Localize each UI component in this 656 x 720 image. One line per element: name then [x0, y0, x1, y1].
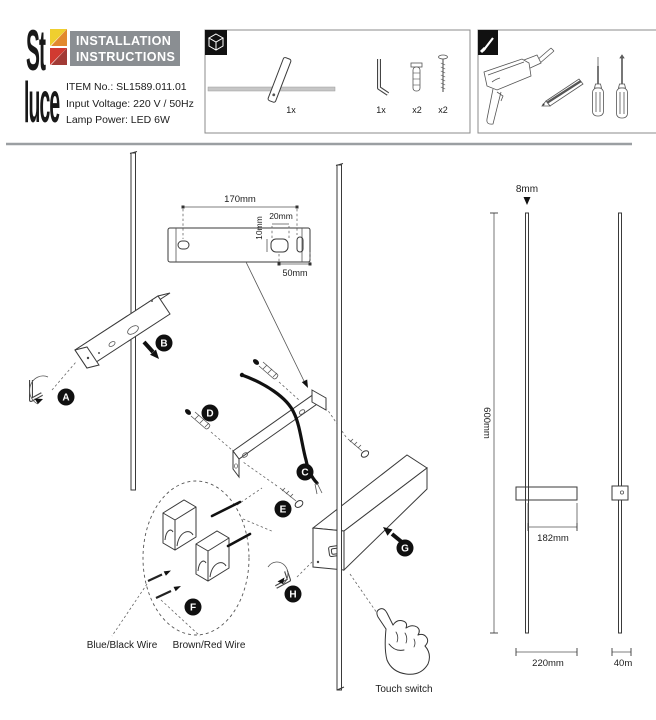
wall-plug-qty-label: x2 [412, 105, 422, 115]
mount-screw-left [243, 462, 304, 509]
wire-clamp-2 [196, 531, 229, 581]
package-contents-box [205, 30, 470, 133]
hex-key-qty-label: 1x [376, 105, 386, 115]
hex-key-step-h [268, 562, 312, 587]
svg-text:G: G [401, 543, 409, 555]
svg-text:D: D [206, 408, 214, 420]
svg-text:B: B [160, 338, 168, 350]
phillips-screwdriver-drawing [617, 55, 628, 118]
side-view-housing [612, 486, 628, 500]
step-f-badge [185, 599, 202, 616]
wall-bracket-3d [233, 390, 326, 477]
svg-text:C: C [301, 467, 309, 479]
dim-50mm: 50mm [282, 268, 308, 278]
svg-text:H: H [289, 589, 297, 601]
brand-logo-top: St [26, 19, 45, 84]
pencil-drawing [542, 79, 583, 106]
wire-pin-1 [148, 571, 171, 582]
side-view-rod [619, 213, 622, 633]
dim-182mm: 182mm [537, 533, 569, 544]
input-voltage: Input Voltage: 220 V / 50Hz [66, 98, 194, 110]
header-title-line2: INSTRUCTIONS [76, 50, 176, 64]
header-title-line1: INSTALLATION [76, 34, 172, 48]
screw-qty-label: x2 [438, 105, 448, 115]
wire-clamp-1 [163, 500, 196, 550]
bracket-dimension-drawing [168, 194, 312, 388]
dim-40mm: 40m [613, 658, 633, 669]
dim-220mm: 220mm [532, 658, 564, 669]
brand-logo [24, 20, 67, 136]
drill-drawing [484, 48, 554, 124]
touch-hand-drawing [350, 574, 429, 674]
step-h-badge [285, 586, 302, 603]
wire-pin-2 [156, 586, 181, 598]
hex-key-drawing [379, 59, 388, 94]
step-e-badge [275, 501, 292, 518]
svg-text:F: F [189, 602, 197, 614]
lamp-fixture-drawing [208, 57, 335, 103]
step-a-badge [58, 389, 75, 406]
step-d-badge [202, 405, 219, 422]
fixture-qty-label: 1x [286, 105, 296, 115]
dim-10mm: 10mm [254, 216, 264, 240]
mount-screw-right [327, 409, 370, 459]
dim-600mm: 600mm [481, 407, 492, 439]
wall-plug-drawing [411, 63, 422, 91]
dim-8mm: 8mm [515, 184, 539, 195]
brown-red-wire-label: Brown/Red Wire [172, 640, 246, 651]
dimension-views [481, 184, 632, 669]
lamp-power: Lamp Power: LED 6W [66, 114, 170, 126]
touch-switch-label: Touch switch [375, 684, 433, 695]
dim-20mm: 20mm [269, 211, 293, 221]
front-view-rod [526, 213, 529, 633]
step-g-badge [397, 540, 414, 557]
tools-box [478, 30, 656, 133]
svg-text:E: E [279, 504, 287, 516]
item-number: ITEM No.: SL1589.011.01 [66, 81, 187, 93]
blue-black-wire-label: Blue/Black Wire [86, 640, 158, 651]
brand-logo-triangles [50, 29, 67, 65]
screw-drawing [439, 55, 448, 92]
svg-text:A: A [62, 392, 70, 404]
lamp-rod-center [337, 165, 342, 690]
header-title-block [66, 31, 194, 126]
flat-screwdriver-drawing [593, 57, 604, 116]
brand-logo-bottom: luce [24, 71, 60, 136]
dim-170mm: 170mm [224, 194, 256, 205]
exploded-view-diagram [30, 152, 633, 696]
step-c-badge [297, 464, 314, 481]
step-b-badge [156, 335, 173, 352]
step-g-arrow [383, 527, 403, 543]
